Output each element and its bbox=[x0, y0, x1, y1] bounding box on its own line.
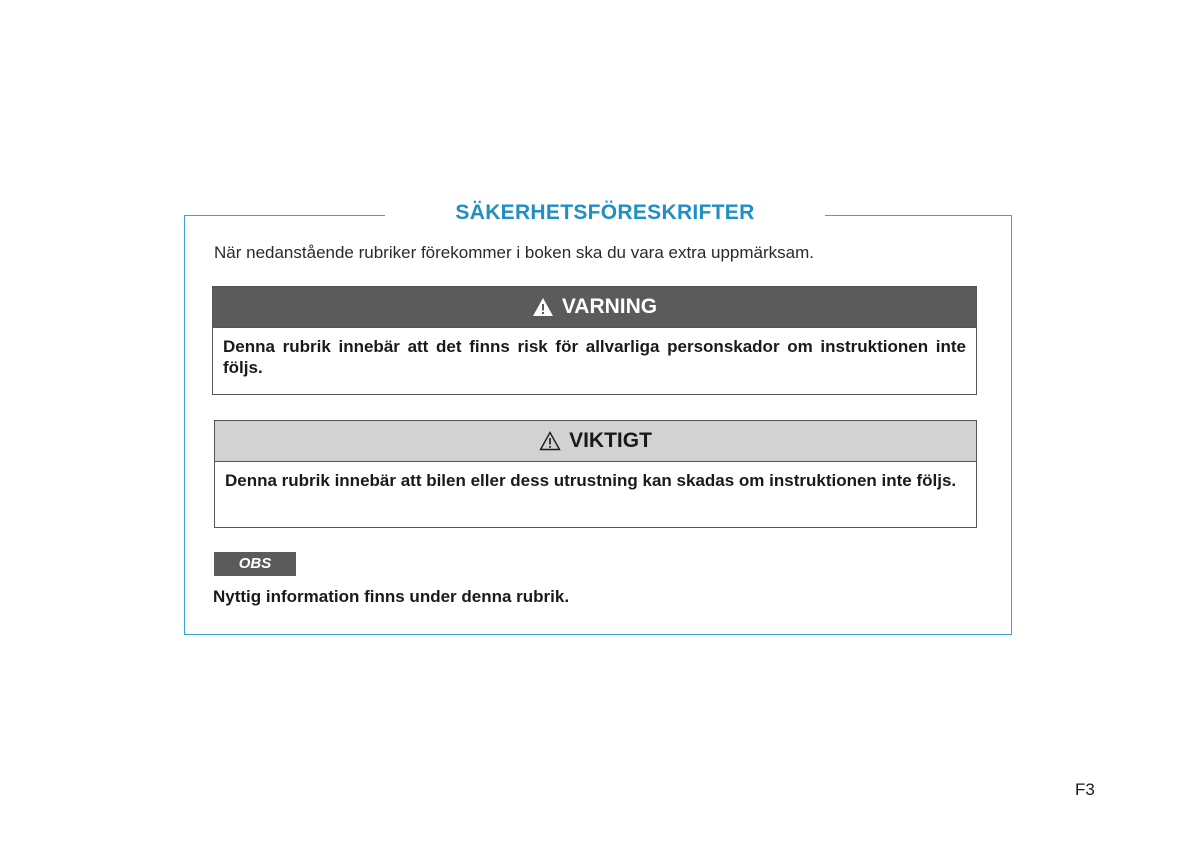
caution-heading: VIKTIGT bbox=[569, 429, 652, 452]
warning-heading: VARNING bbox=[561, 295, 658, 318]
caution-text: Denna rubrik innebär att bilen eller dess utrustning kan skadas om instruktionen inte följs. bbox=[225, 471, 957, 490]
caution-header bbox=[215, 421, 976, 462]
note-text: Nyttig information finns under denna rubrik. bbox=[213, 587, 570, 606]
section-intro: När nedanstående rubriker förekommer i boken ska du vara extra uppmärksam. bbox=[214, 243, 815, 262]
page-number: F3 bbox=[1075, 780, 1095, 799]
caution-box bbox=[214, 420, 977, 528]
section-title: SÄKERHETSFÖRESKRIFTER bbox=[385, 196, 825, 230]
warning-filled-icon bbox=[532, 297, 554, 317]
warning-header bbox=[213, 287, 976, 328]
warning-outline-icon bbox=[539, 431, 561, 451]
warning-box bbox=[212, 286, 977, 395]
warning-text: Denna rubrik innebär att det finns risk för allvarliga personskador om instruktionen inte följs. bbox=[223, 337, 966, 377]
note-tag: OBS bbox=[214, 552, 296, 576]
